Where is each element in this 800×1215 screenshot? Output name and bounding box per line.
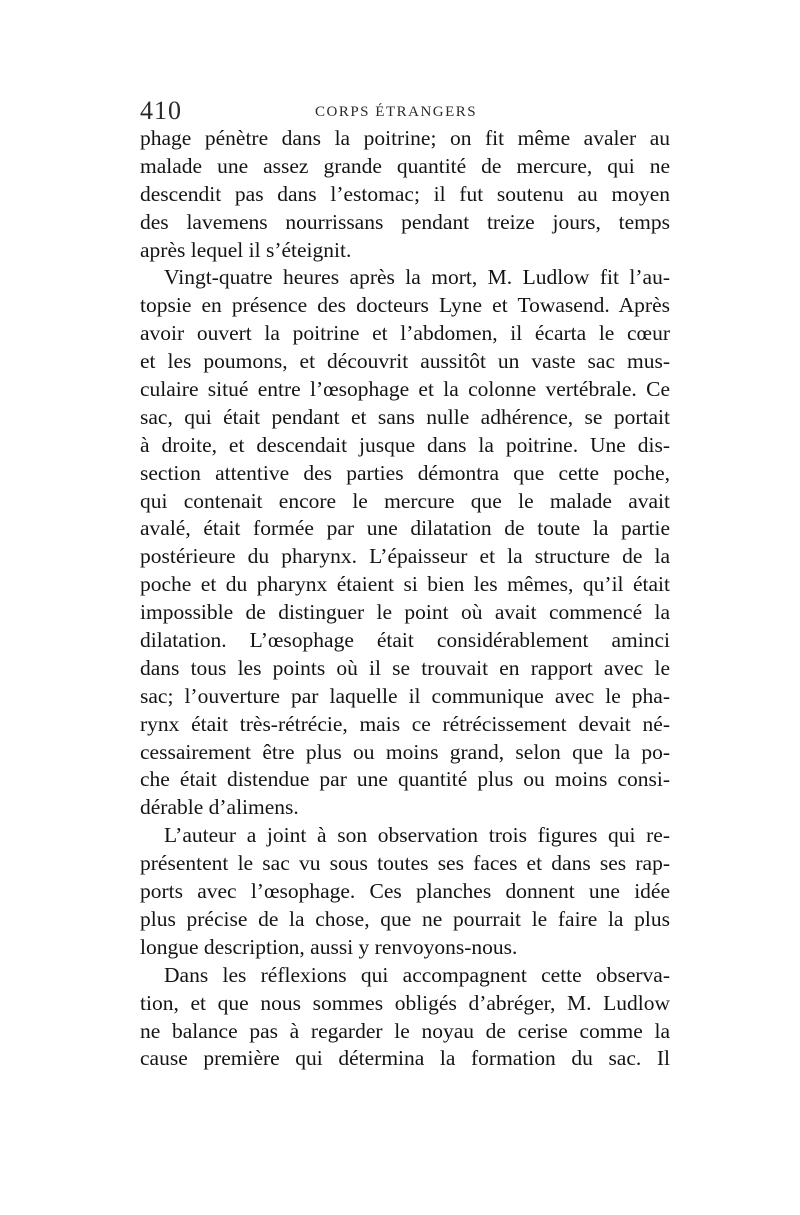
text-line: à droite, et descendait jusque dans la poitrine. Une dis- [140,432,670,457]
page-number: 410 [140,96,182,125]
text-line: topsie en présence des docteurs Lyne et Towasend. Après [140,293,670,318]
text-line: avalé, était formée par une dilatation de toute la partie [140,516,670,541]
text-line: descendit pas dans l’estomac; il fut soutenu au moyen [140,181,670,206]
text-line: malade une assez grande quantité de mercure, qui ne [140,153,670,178]
text-line: plus précise de la chose, que ne pourrait le faire la plus [140,906,670,931]
text-line: poche et du pharynx étaient si bien les mêmes, qu’il était [140,572,670,597]
text-line: après lequel il s’éteignit. [140,237,352,262]
text-line: qui contenait encore le mercure que le malade avait [140,488,670,513]
text-line: cessairement être plus ou moins grand, selon que la po- [140,739,670,764]
text-line: tion, et que nous sommes obligés d’abréger, M. Ludlow [140,990,670,1015]
text-line: avoir ouvert la poitrine et l’abdomen, il écarta le cœur [140,321,670,346]
text-line: phage pénètre dans la poitrine; on fit même avaler au [140,126,670,150]
text-line: des lavemens nourrissans pendant treize jours, temps [140,209,670,234]
text-line: cause première qui détermina la formation du sac. Il [140,1046,670,1071]
text-line: impossible de distinguer le point où avait commencé la [140,600,670,625]
text-line: et les poumons, et découvrit aussitôt un vaste sac mus- [140,349,670,374]
text-line: che était distendue par une quantité plus ou moins consi- [140,767,670,792]
text-line: dilatation. L’œsophage était considérablement aminci [140,628,670,653]
text-line: ports avec l’œsophage. Ces planches donnent une idée [140,879,670,904]
text-line: dérable d’alimens. [140,795,299,820]
text-line: présentent le sac vu sous toutes ses faces et dans ses rap- [140,851,670,876]
text-line: longue description, aussi y renvoyons-nous. [140,934,518,959]
text-line: Vingt-quatre heures après la mort, M. Ludlow fit l’au- [164,265,670,290]
text-line: ne balance pas à regarder le noyau de cerise comme la [140,1018,670,1043]
page-header [140,96,672,126]
text-line: section attentive des parties démontra que cette poche, [140,460,670,485]
running-head: CORPS ÉTRANGERS [315,104,478,120]
text-line: Dans les réflexions qui accompagnent cette observa- [164,962,670,987]
text-line: postérieure du pharynx. L’épaisseur et la structure de la [140,544,670,569]
body-text [140,125,670,1073]
text-line: dans tous les points où il se trouvait en rapport avec le [140,655,670,680]
text-line: culaire situé entre l’œsophage et la colonne vertébrale. Ce [140,377,670,402]
text-line: rynx était très-rétrécie, mais ce rétrécissement devait né- [140,711,670,736]
text-line: L’auteur a joint à son observation trois figures qui re- [164,823,670,848]
text-line: sac; l’ouverture par laquelle il communique avec le pha- [140,683,670,708]
text-line: sac, qui était pendant et sans nulle adhérence, se portait [140,404,670,429]
